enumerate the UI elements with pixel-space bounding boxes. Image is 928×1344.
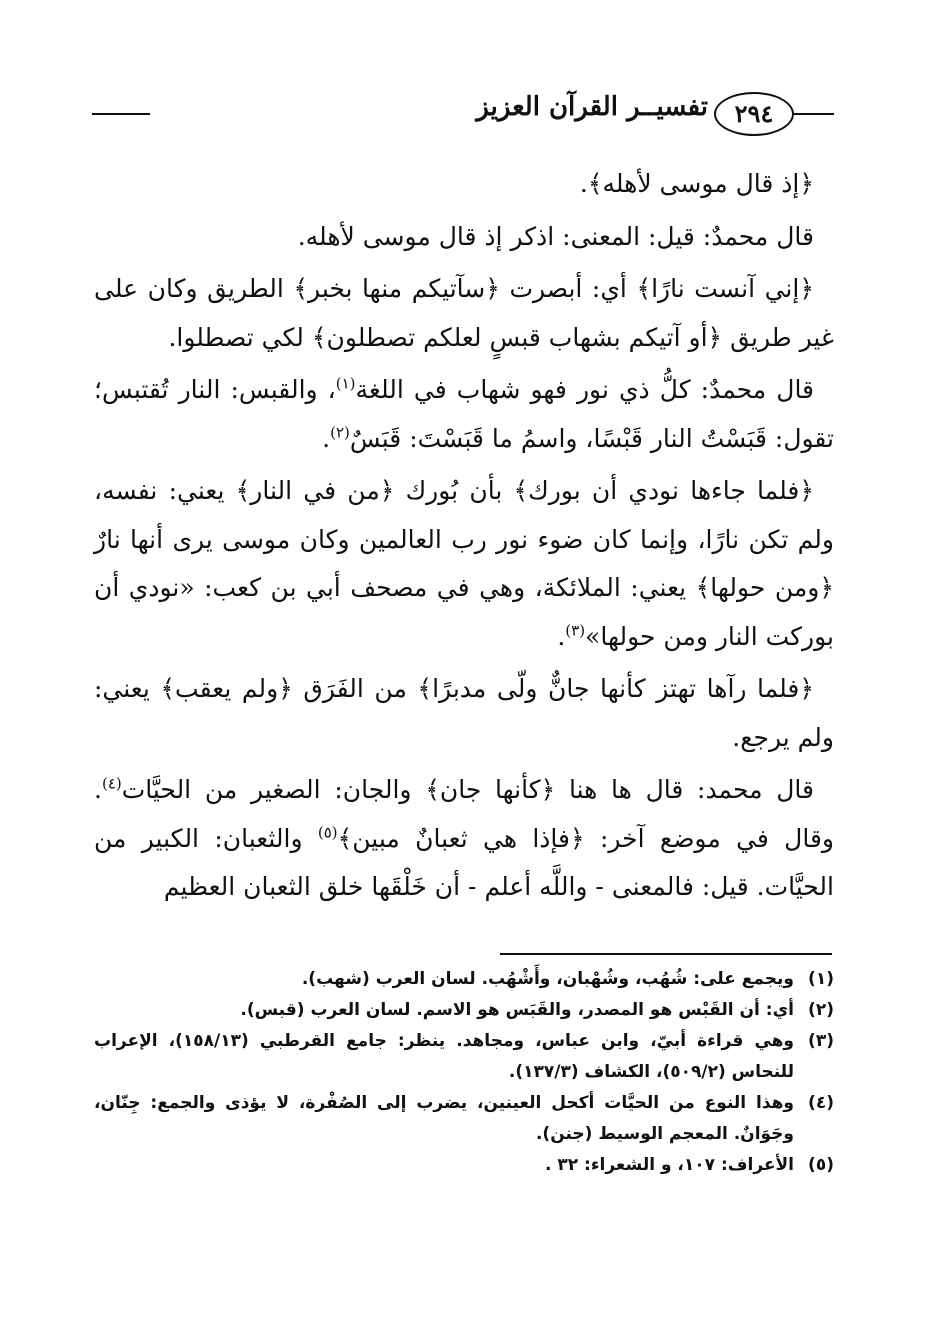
paragraph [94,766,834,912]
paragraph [94,213,834,262]
paragraph [94,366,834,463]
text: والثعبان: الكبير من الحيَّات. قيل: فالمعنى - واللَّه أعلم - أن خَلْقَها خلق الثعبان العظيم [94,823,834,901]
text: قال محمدٌ: قيل: المعنى: اذكر إذ قال موسى لأهله. [297,221,814,251]
footnote-ref[interactable]: (٤) [101,774,122,793]
paragraph [94,467,834,661]
main-text [94,160,834,912]
footnote-text: الأعراف: ١٠٧، و الشعراء: ٣٢ . [544,1155,794,1175]
text: ﴿إني آنست نارًا﴾ أي: أبصرت ﴿سآتيكم منها بخبر﴾ الطريق وكان على غير طريق ﴿أو آتيكم بشهاب قبسٍ لعلكم تصطلون﴾ لكي تصطلوا. [94,274,834,352]
footnote-separator [500,953,832,955]
footnote-number: (٥) [808,1155,834,1175]
text: قال محمدٌ: كلُّ ذي نور فهو شهاب في اللغة [355,375,815,404]
footnote-ref[interactable]: (١) [335,374,356,393]
footnote-number: (٣) [808,1031,834,1051]
header-rule [794,113,834,115]
footnote [94,995,834,1026]
footnotes [94,964,834,1181]
footnote [94,964,834,995]
footnote-ref[interactable]: (٢) [330,423,350,442]
footnote [94,1088,834,1150]
text: ﴿فلما رآها تهتز كأنها جانٌّ ولّى مدبرًا﴾ من الفَرَق ﴿ولم يعقب﴾ يعني: ولم يرجع. [94,674,834,752]
paragraph [94,665,834,762]
text: قال محمد: قال ها هنا ﴿كأنها جان﴾ والجان: الصغير من الحيَّات [121,775,814,804]
paragraph [94,160,834,209]
footnote-number: (١) [808,969,834,989]
running-title: تفسيــر القرآن العزيز [476,92,708,122]
footnote [94,1150,834,1181]
footnote-number: (٢) [808,1000,834,1020]
footnote-text: وهذا النوع من الحيَّات أكحل العينين، يضرب إلى الصُفْرة، لا يؤذى والجمع: جِنّان، وجَوَانٌ. المعجم الوسيط (جنن). [94,1093,794,1144]
footnote-text: وهي قراءة أبيّ، وابن عباس، ومجاهد. ينظر: جامع القرطبي (١٥٨/١٣)، الإعراب للنحاس (٥٠٩/٢)، الكشاف (١٣٧/٣). [94,1031,795,1082]
footnote-text: ويجمع على: شُهُب، وشُهْبان، وأَشْهُب. لسان العرب (شهب). [301,969,794,989]
text: . وقال في موضع آخر: ﴿فإذا هي ثعبانٌ مبين﴾ [94,775,834,853]
text: . [557,621,566,651]
footnote [94,1026,834,1088]
footnote-text: أي: أن القَبْس هو المصدر، والقَبَس هو الاسم. لسان العرب (قبس). [240,1000,794,1020]
paragraph [94,265,834,362]
text: . [322,423,331,453]
text: ﴿فلما جاءها نودي أن بورك﴾ بأن بُورك ﴿من في النار﴾ يعني: نفسه، ولم تكن نارًا، وإنما كان ضوء نور رب العالمين وكان موسى يرى أنها نارٌ ﴿ومن حولها﴾ يعني: الملائكة، وهي في مصحف أبي بن كعب: «نودي أن بوركت النار ومن حولها» [94,476,834,651]
page-number: ٢٩٤ [714,92,794,136]
footnote-ref[interactable]: (٥) [317,823,338,842]
header-rule [92,113,150,115]
page-header [92,86,834,142]
footnote-ref[interactable]: (٣) [565,621,586,640]
text: ، والقبس: النار تُقتبس؛ تقول: قَبَسْتُ النار قَبْسًا، واسمُ ما قَبَسْتَ: قَبَسٌ [94,375,834,453]
footnote-number: (٤) [808,1093,834,1113]
text: ﴿إذ قال موسى لأهله﴾. [579,169,814,198]
